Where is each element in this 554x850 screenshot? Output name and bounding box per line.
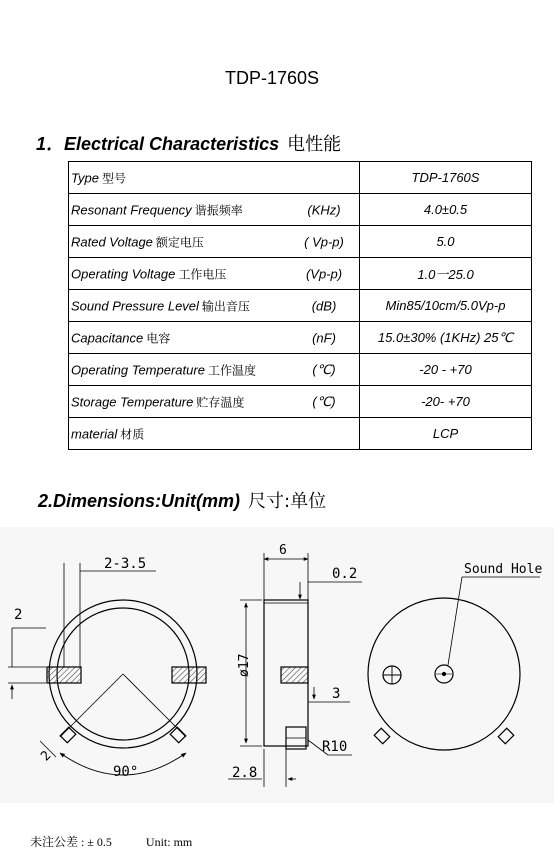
- param-unit: (nF): [312, 330, 336, 345]
- left-dim-label: 2: [14, 607, 23, 623]
- param-cell: [69, 418, 360, 450]
- section-heading-electrical: [36, 130, 341, 156]
- back-tab-left: [374, 728, 390, 744]
- footnote: [30, 833, 192, 850]
- document-title: TDP-1760S: [224, 68, 320, 88]
- param-name-cn: 额定电压: [155, 235, 204, 249]
- section-heading-dimensions: [38, 487, 326, 513]
- param-cell: [69, 386, 360, 418]
- param-name: Operating Voltage: [71, 266, 176, 281]
- param-unit: (KHz): [307, 202, 341, 217]
- param-unit: (℃): [312, 393, 336, 409]
- electrical-characteristics-table: [68, 161, 532, 450]
- section-heading-electrical-cn: 电性能: [287, 134, 342, 155]
- section-heading-dimensions-cn: 尺寸:单位: [248, 491, 327, 512]
- value-cell: TDP-1760S: [360, 162, 532, 194]
- table-row: [69, 354, 532, 386]
- back-tab-right: [498, 728, 514, 744]
- value-cell: 5.0: [360, 226, 532, 258]
- param-name-cn: 输出音压: [201, 299, 250, 313]
- section-heading-electrical-en: 1．Electrical Characteristics: [36, 134, 280, 154]
- unit-note: Unit: mm: [145, 835, 193, 849]
- param-cell: [69, 226, 360, 258]
- param-name-cn: 电容: [146, 331, 171, 345]
- param-cell: [69, 322, 360, 354]
- tolerance-note: 未注公差 : ± 0.5: [30, 835, 112, 849]
- dim28-label: 2.8: [232, 765, 258, 781]
- value-cell: Min85/10cm/5.0Vp-p: [360, 290, 532, 322]
- param-name: Capacitance: [71, 330, 144, 345]
- table-row: [69, 226, 532, 258]
- dimension-drawing-svg: [0, 527, 554, 803]
- param-name-cn: 贮存温度: [196, 395, 245, 409]
- radius-label: R10: [322, 739, 348, 755]
- table-row: [69, 290, 532, 322]
- pin-spacing-label: 2-3.5: [104, 556, 147, 572]
- param-name: Type: [71, 170, 99, 185]
- param-cell: [69, 258, 360, 290]
- param-unit: (℃): [312, 361, 336, 377]
- param-name-cn: 型号: [101, 171, 126, 185]
- back-view: [368, 577, 540, 750]
- section-heading-dimensions-en: 2.Dimensions:Unit(mm): [38, 491, 241, 511]
- value-cell: LCP: [360, 418, 532, 450]
- table-row: [69, 258, 532, 290]
- dimension-drawing: [0, 527, 554, 803]
- front-view: [8, 563, 206, 775]
- dim3-label: 3: [332, 686, 341, 702]
- table-row: [69, 194, 532, 226]
- table-row: [69, 162, 532, 194]
- param-name-cn: 谐振频率: [194, 203, 243, 217]
- value-cell: 15.0±30% (1KHz) 25℃: [360, 322, 532, 354]
- param-name: Operating Temperature: [71, 362, 205, 377]
- table-row: [69, 322, 532, 354]
- param-name-cn: 工作电压: [178, 267, 227, 281]
- param-name-cn: 材质: [120, 427, 145, 441]
- param-unit: ( Vp-p): [304, 234, 344, 249]
- value-cell: 1.0一25.0: [360, 258, 532, 290]
- pin-left: [47, 667, 81, 683]
- width-label: 6: [279, 543, 287, 558]
- side-pin: [281, 667, 308, 683]
- value-cell: 4.0±0.5: [360, 194, 532, 226]
- value-cell: -20 - +70: [360, 354, 532, 386]
- param-name: Sound Pressure Level: [71, 298, 199, 313]
- param-name: material: [71, 426, 118, 441]
- param-cell: [69, 290, 360, 322]
- pin-right: [172, 667, 206, 683]
- param-name: Rated Voltage: [71, 234, 153, 249]
- diag-dim-label: 2: [38, 748, 55, 765]
- param-unit: (Vp-p): [305, 266, 343, 281]
- param-name: Storage Temperature: [71, 394, 194, 409]
- sound-hole-label: Sound Hole: [464, 562, 543, 577]
- value-cell: -20- +70: [360, 386, 532, 418]
- param-cell: [69, 194, 360, 226]
- param-cell: [69, 354, 360, 386]
- thickness-label: 0.2: [332, 566, 358, 582]
- param-name-cn: 工作温度: [207, 363, 256, 377]
- sound-hole-leader: [448, 577, 462, 665]
- param-unit: (dB): [311, 298, 337, 313]
- param-name: Resonant Frequency: [71, 202, 192, 217]
- table-row: [69, 418, 532, 450]
- param-cell: [69, 162, 360, 194]
- diameter-label: ø17: [237, 653, 252, 677]
- table-row: [69, 386, 532, 418]
- angle-label: 90°: [113, 764, 139, 780]
